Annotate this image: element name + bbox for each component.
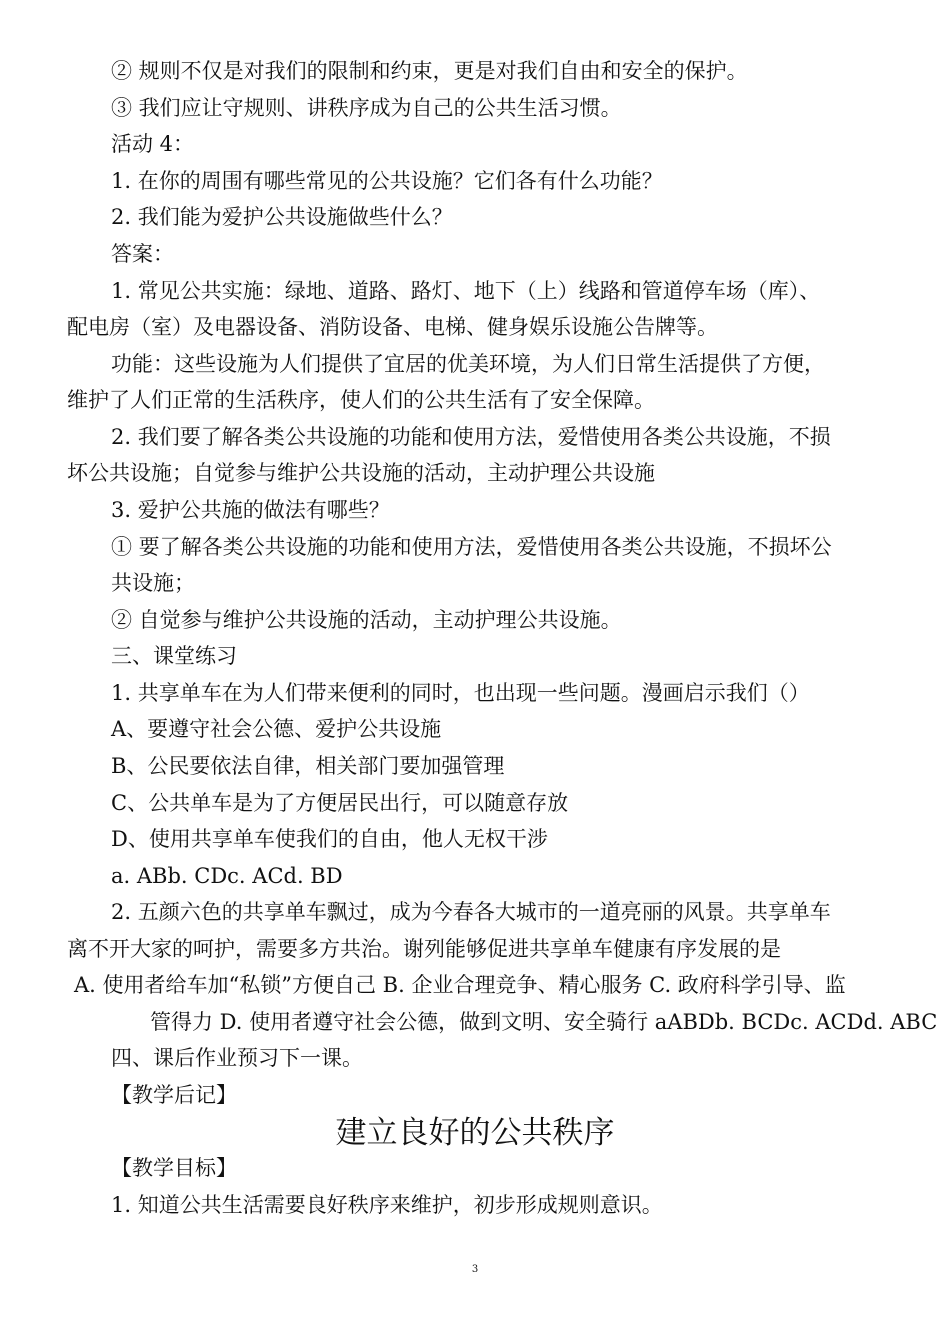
section-label: 【教学目标】 bbox=[111, 1156, 237, 1180]
text-line: 坏公共设施；自觉参与维护公共设施的活动，主动护理公共设施 bbox=[67, 461, 655, 485]
text-line: 答案： bbox=[111, 242, 174, 266]
text-line: 2. 我们能为爱护公共设施做些什么？ bbox=[111, 205, 453, 229]
section-heading: 三、课堂练习 bbox=[111, 644, 237, 668]
text-line: 1. 知道公共生活需要良好秩序来维护，初步形成规则意识。 bbox=[111, 1193, 663, 1217]
question: 离不开大家的呵护，需要多方共治。谢列能够促进共享单车健康有序发展的是 bbox=[67, 937, 781, 961]
answer-option: D、使用共享单车使我们的自由，他人无权干涉 bbox=[111, 827, 548, 851]
text-line: 活动 4： bbox=[111, 132, 195, 156]
answer-option: A、要遵守社会公德、爱护公共设施 bbox=[111, 717, 442, 741]
question: 2. 五颜六色的共享单车飘过，成为今春各大城市的一道亮丽的风景。共享单车 bbox=[111, 900, 831, 924]
text-line: 2. 我们要了解各类公共设施的功能和使用方法，爱惜使用各类公共设施，不损 bbox=[111, 425, 831, 449]
text-line: 维护了人们正常的生活秩序，使人们的公共生活有了安全保障。 bbox=[67, 388, 655, 412]
page-title: 建立良好的公共秩序 bbox=[335, 1115, 615, 1151]
text-line: 共设施； bbox=[111, 571, 195, 595]
text-line: 配电房（室）及电器设备、消防设备、电梯、健身娱乐设施公告牌等。 bbox=[67, 315, 718, 339]
text-line: ② 自觉参与维护公共设施的活动，主动护理公共设施。 bbox=[111, 608, 622, 632]
section-label: 【教学后记】 bbox=[111, 1083, 237, 1107]
page-number: 3 bbox=[471, 1264, 479, 1275]
text-line: 1. 在你的周围有哪些常见的公共设施？它们各有什么功能？ bbox=[111, 169, 663, 193]
answer-option: C、公共单车是为了方便居民出行，可以随意存放 bbox=[111, 791, 569, 815]
answer-choices: a. ABb. CDc. ACd. BD bbox=[111, 864, 343, 888]
answer-options: 管得力 D. 使用者遵守社会公德，做到文明、安全骑行 aABDb. BCDc. ACDd. ABC bbox=[150, 1010, 938, 1034]
text-line: 1. 常见公共实施：绿地、道路、路灯、地下（上）线路和管道停车场（库）、 bbox=[111, 279, 821, 303]
section-heading: 四、课后作业预习下一课。 bbox=[111, 1046, 363, 1070]
text-line: 3. 爱护公共施的做法有哪些？ bbox=[111, 498, 390, 522]
text-line: ① 要了解各类公共设施的功能和使用方法，爱惜使用各类公共设施，不损坏公 bbox=[111, 535, 832, 559]
text-line: 功能：这些设施为人们提供了宜居的优美环境，为人们日常生活提供了方便， bbox=[111, 352, 825, 376]
answer-options: A. 使用者给车加“私锁”方便自己 B. 企业合理竞争、精心服务 C. 政府科学引导、监 bbox=[74, 973, 846, 997]
text-line: ② 规则不仅是对我们的限制和约束，更是对我们自由和安全的保护。 bbox=[111, 59, 748, 83]
question: 1. 共享单车在为人们带来便利的同时，也出现一些问题。漫画启示我们（） bbox=[111, 681, 810, 705]
text-line: ③ 我们应让守规则、讲秩序成为自己的公共生活习惯。 bbox=[111, 96, 622, 120]
answer-option: B、公民要依法自律，相关部门要加强管理 bbox=[111, 754, 505, 778]
